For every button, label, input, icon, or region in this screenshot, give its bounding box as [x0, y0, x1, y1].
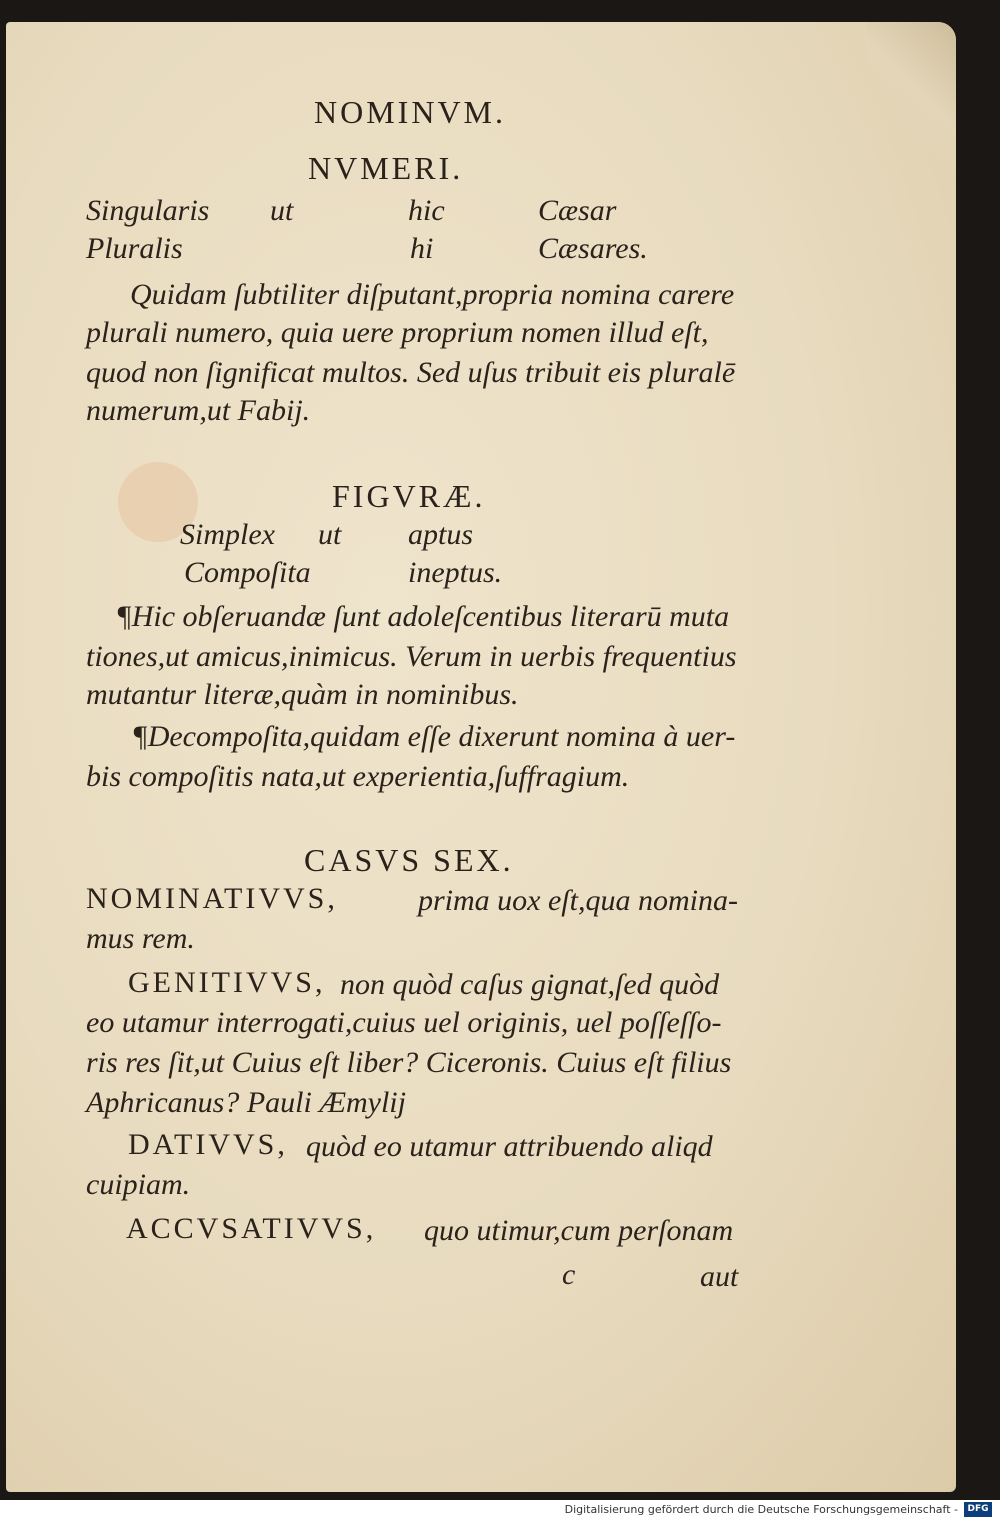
- numeri-row2-noun: Cæsares.: [538, 232, 648, 265]
- casus-title: CASVS SEX.: [304, 842, 514, 878]
- figurae-row1-ut: ut: [318, 518, 342, 551]
- numeri-row1-ut: ut: [270, 194, 294, 227]
- figurae-note1-line1: ¶Hic obſeruandæ ſunt adoleſcentibus literarū muta: [116, 600, 730, 633]
- genitivus-line1: non quòd caſus gignat,ſed quòd: [340, 968, 720, 1001]
- genitivus-line2: eo utamur interrogati,cuius uel originis, uel poſſeſſo-: [86, 1006, 722, 1039]
- nominativus-line2: mus rem.: [86, 922, 195, 955]
- numeri-row1-pronoun: hic: [408, 194, 445, 227]
- numeri-row1-label: Singularis: [86, 194, 210, 227]
- accusativus-term: ACCVSATIVVS,: [126, 1212, 377, 1245]
- footer-bar: [0, 1500, 1000, 1521]
- nominativus-term: NOMINATIVVS,: [86, 882, 338, 915]
- numeri-para-line3: quod non ſignificat multos. Sed uſus tribuit eis pluralē: [86, 356, 736, 389]
- signature-mark: c: [562, 1258, 576, 1291]
- numeri-row2-label: Pluralis: [86, 232, 183, 265]
- numeri-row2-pronoun: hi: [410, 232, 434, 265]
- figurae-note2-line2: bis compoſitis nata,ut experientia,ſuffragium.: [86, 760, 630, 793]
- dfg-logo: DFG: [964, 1502, 992, 1517]
- dativus-line1: quòd eo utamur attribuendo aliqd: [306, 1130, 713, 1163]
- genitivus-line4: Aphricanus? Pauli Æmylij: [86, 1086, 406, 1119]
- figurae-row2-label: Compoſita: [184, 556, 311, 589]
- figurae-row2-example: ineptus.: [408, 556, 503, 589]
- numeri-para-line2: plurali numero, quia uere proprium nomen illud eſt,: [86, 316, 709, 349]
- numeri-row1-noun: Cæsar: [538, 194, 617, 227]
- accusativus-line1: quo utimur,cum perſonam: [424, 1214, 734, 1247]
- numeri-para-line1: Quidam ſubtiliter diſputant,propria nomina carere: [130, 278, 735, 311]
- numeri-title: NVMERI.: [308, 150, 464, 186]
- funding-credit: Digitalisierung gefördert durch die Deutsche Forschungsgemeinschaft -: [564, 1503, 958, 1516]
- figurae-row1-example: aptus: [408, 518, 474, 551]
- figurae-note1-line2: tiones,ut amicus,inimicus. Verum in uerbis frequentius: [86, 640, 737, 673]
- genitivus-term: GENITIVVS,: [128, 966, 326, 999]
- figurae-row1-label: Simplex: [180, 518, 275, 551]
- dativus-line2: cuipiam.: [86, 1168, 191, 1201]
- page-heading: NOMINVM.: [314, 94, 506, 130]
- figurae-note2-line1: ¶Decompoſita,quidam eſſe dixerunt nomina à uer-: [132, 720, 736, 753]
- dativus-term: DATIVVS,: [128, 1128, 288, 1161]
- numeri-para-line4: numerum,ut Fabij.: [86, 394, 311, 427]
- figurae-title: FIGVRÆ.: [332, 478, 486, 514]
- catchword: aut: [700, 1260, 739, 1293]
- nominativus-line1: prima uox eſt,qua nomina-: [418, 884, 738, 917]
- book-page: [6, 22, 956, 1492]
- genitivus-line3: ris res ſit,ut Cuius eſt liber? Ciceronis. Cuius eſt filius: [86, 1046, 732, 1079]
- figurae-note1-line3: mutantur literæ,quàm in nominibus.: [86, 678, 519, 711]
